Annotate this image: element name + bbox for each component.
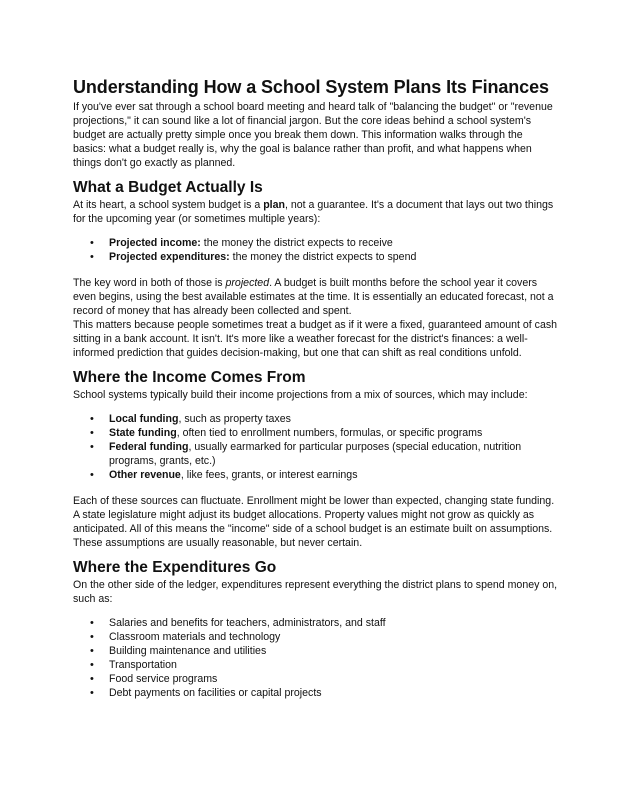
list-desc: , usually earmarked for particular purposes (special education, nutrition programs, grants, etc.) (109, 441, 522, 467)
list-term: Federal funding (109, 441, 189, 453)
list-term: Projected expenditures: (109, 251, 230, 263)
income-list (73, 412, 558, 482)
list-desc: , such as property taxes (178, 413, 291, 425)
list-item (109, 250, 558, 264)
page-title: Understanding How a School System Plans Its Finances (73, 77, 549, 97)
list-item: • Building maintenance and utilities (109, 644, 558, 658)
list-term: Local funding (109, 413, 179, 425)
section-heading-expenditures: Where the Expenditures Go (73, 559, 277, 576)
section-heading-income: Where the Income Comes From (73, 369, 306, 386)
budget-paragraph-3: This matters because people sometimes treat a budget as if it were a fixed, guaranteed amount of cash sitting in a bank account. It isn't. It's more like a weather forecast for the district's finances: a well-informed prediction that guides decision-making, but one that can shift as real conditions unfold. (73, 319, 558, 359)
list-item (109, 426, 558, 440)
list-item: • Classroom materials and technology (109, 630, 558, 644)
list-item: • Food service programs (109, 672, 558, 686)
list-item: • Salaries and benefits for teachers, administrators, and staff (109, 616, 558, 630)
list-item (109, 468, 558, 482)
list-desc: the money the district expects to receive (200, 237, 393, 249)
list-term: Other revenue (109, 469, 181, 481)
list-term: Projected income: (109, 237, 201, 249)
expenditures-paragraph-1: On the other side of the ledger, expenditures represent everything the district plans to spend money on, such as: (73, 579, 558, 605)
budget-paragraph-1 (73, 198, 558, 226)
list-desc: the money the district expects to spend (229, 251, 417, 263)
list-item: • Debt payments on facilities or capital projects (109, 686, 558, 700)
list-item: • Transportation (109, 658, 558, 672)
text-run: At its heart, a school system budget is a (73, 199, 264, 211)
list-item (109, 440, 558, 468)
text-run: , not a guarantee. It's a document that lays out two things for the upcoming year (or sometimes multiple years): (73, 199, 554, 225)
list-item (109, 412, 558, 426)
italic-term: projected (225, 277, 270, 289)
text-run: . A budget is built months before the school year it covers even begins, using the best available estimates at the time. It is essentially an educated forecast, not a record of money that has already been collected and spent. (73, 277, 554, 317)
expenditures-list (73, 616, 558, 700)
section-heading-budget: What a Budget Actually Is (73, 179, 263, 196)
list-desc: , like fees, grants, or interest earnings (180, 469, 358, 481)
income-paragraph-1: School systems typically build their income projections from a mix of sources, which may include: (73, 389, 528, 401)
budget-list (73, 236, 558, 264)
list-desc: , often tied to enrollment numbers, formulas, or specific programs (176, 427, 483, 439)
list-term: State funding (109, 427, 177, 439)
list-item (109, 236, 558, 250)
intro-paragraph: If you've ever sat through a school board meeting and heard talk of "balancing the budget" or "revenue projections," it can sound like a lot of financial jargon. But the core ideas behind a school system's budget are actually pretty simple once you break them down. This information walks through the basics: what a budget really is, why the goal is balance rather than profit, and what happens when things don't go exactly as planned. (73, 101, 553, 169)
income-paragraph-2: Each of these sources can fluctuate. Enrollment might be lower than expected, changing state funding. A state legislature might adjust its budget allocations. Property values might not grow as quickly as anticipated. All of this means the "income" side of a school budget is an estimate built on assumptions. These assumptions are usually reasonable, but never certain. (73, 495, 555, 549)
budget-paragraph-2 (73, 276, 558, 318)
text-run: The key word in both of those is (73, 277, 226, 289)
bold-term: plan (263, 199, 285, 211)
